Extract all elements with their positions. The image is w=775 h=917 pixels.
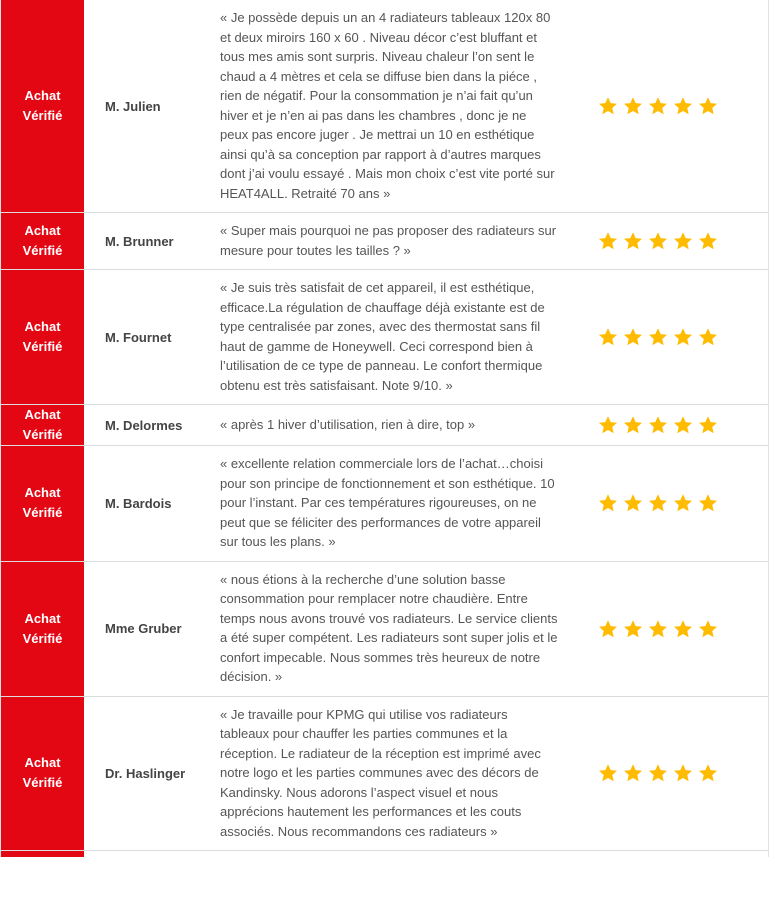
review-row <box>1 446 768 562</box>
verified-badge <box>1 405 84 445</box>
star-icon <box>698 493 718 513</box>
star-icon <box>648 763 668 783</box>
badge-line1: Achat <box>24 319 61 334</box>
review-row <box>1 270 768 405</box>
star-icon <box>698 231 718 251</box>
review-text: « Je travaille pour KPMG qui utilise vos radiateurs tableaux pour chauffer les parties communes et la réception. Le radiateur de la réception est imprimé avec notre logo et les parties communes avec des décors de Kandinsky. Nous adorons l’aspect visuel et nous apprécions hautement les performances et les couts associés. Nous recommandons ces radiateurs » <box>220 706 541 839</box>
star-icon <box>598 763 618 783</box>
star-icon <box>598 415 618 435</box>
star-icon <box>648 493 668 513</box>
star-rating <box>558 619 768 639</box>
review-text: « après 1 hiver d’utilisation, rien à dire, top » <box>220 416 476 432</box>
star-icon <box>698 415 718 435</box>
star-icon <box>698 327 718 347</box>
badge-line2: Vérifié <box>22 427 63 442</box>
badge-line1: Achat <box>24 755 61 771</box>
star-icon <box>598 231 618 251</box>
verified-badge <box>1 270 84 404</box>
star-icon <box>648 619 668 639</box>
badge-line2: Vérifié <box>22 108 63 123</box>
review-text: « excellente relation commerciale lors de l’achat…choisi pour son principe de fonctionnement et son esthétique. 10 pour l’instant. Par ces températures rigoureuses, on ne peut que se féliciter des performances de votre appareil sur tous les plans. » <box>220 456 555 549</box>
badge-line2: Vérifié <box>22 243 63 258</box>
star-icon <box>673 763 693 783</box>
star-icon <box>623 96 643 116</box>
reviewer-name: M. Julien <box>105 98 161 114</box>
star-icon <box>623 763 643 783</box>
star-icon <box>598 619 618 639</box>
star-icon <box>698 763 718 783</box>
badge-line2: Vérifié <box>22 630 63 646</box>
star-icon <box>623 619 643 639</box>
badge-line1: Achat <box>24 407 61 422</box>
verified-badge <box>1 213 84 269</box>
reviewer-name: Mme Gruber <box>105 621 182 636</box>
review-row <box>1 0 768 213</box>
star-icon <box>673 231 693 251</box>
star-icon <box>623 493 643 513</box>
star-icon <box>673 96 693 116</box>
review-row <box>1 405 768 446</box>
star-icon <box>598 327 618 347</box>
star-rating <box>558 231 768 251</box>
verified-badge <box>1 851 84 857</box>
review-text: « Je suis très satisfait de cet appareil, il est esthétique, efficace.La régulation de chauffage déjà existante est de type centralisée par zones, avec des thermostat sans fil haut de gamme de Honeywell. Ceci correspond bien à l’utilisation de ce type de panneau. Le confort thermique obtenu est très satisfaisant. Note 9/10. » <box>220 280 545 393</box>
reviewer-name: M. Bardois <box>105 495 172 511</box>
review-row-partial <box>1 851 768 857</box>
reviewer-name: M. Brunner <box>105 233 174 249</box>
star-icon <box>623 231 643 251</box>
reviewer-name: M. Delormes <box>105 417 183 433</box>
star-icon <box>698 619 718 639</box>
verified-badge <box>1 562 84 696</box>
star-icon <box>648 231 668 251</box>
star-icon <box>598 96 618 116</box>
star-icon <box>673 493 693 513</box>
star-rating <box>558 763 768 783</box>
badge-line1: Achat <box>24 610 61 626</box>
star-icon <box>648 415 668 435</box>
review-text: « Je possède depuis un an 4 radiateurs tableaux 120x 80 et deux miroirs 160 x 60 . Niveau décor c’est bluffant et tous mes amis sont surpris. Niveau chaleur l’on sent le chaud a 4 mètres et cela se diffuse bien dans la piéce , rien de négatif. Pour la consommation je n’ai fait qu’un hiver et je n’en ai pas dans les chambres , donc je ne peux pas encore juger . Je mettrai un 10 en esthétique ainsi qu’à sa conception par rapport à d’autres marques dont j’ai voulu essayé . Mais mon choix c’est vite porté sur HEAT4ALL. Retraité 70 ans » <box>220 10 555 201</box>
verified-badge <box>1 446 84 561</box>
verified-badge <box>1 0 84 212</box>
star-rating <box>558 493 768 513</box>
review-row <box>1 697 768 852</box>
verified-badge <box>1 697 84 851</box>
star-icon <box>623 327 643 347</box>
star-icon <box>673 327 693 347</box>
star-icon <box>698 96 718 116</box>
review-text: « Super mais pourquoi ne pas proposer des radiateurs sur mesure pour toutes les tailles ? » <box>220 223 557 258</box>
star-rating <box>558 96 768 116</box>
badge-line1: Achat <box>24 223 61 238</box>
star-rating <box>558 415 768 435</box>
star-icon <box>598 493 618 513</box>
badge-line2: Vérifié <box>22 505 63 521</box>
star-icon <box>648 96 668 116</box>
badge-line2: Vérifié <box>22 339 63 354</box>
star-icon <box>673 415 693 435</box>
star-icon <box>623 415 643 435</box>
star-icon <box>673 619 693 639</box>
star-icon <box>648 327 668 347</box>
badge-line1: Achat <box>24 485 61 501</box>
badge-line2: Vérifié <box>22 775 63 791</box>
review-row <box>1 562 768 697</box>
review-text: « nous étions à la recherche d’une solution basse consommation pour remplacer notre chaudière. Entre temps nous avons trouvé vos radiateurs. Le service clients a été super compétent. Les radiateurs sont super jolis et le confort impecable. Nous sommes très heureux de notre décision. » <box>220 571 558 684</box>
star-rating <box>558 327 768 347</box>
badge-line1: Achat <box>24 88 61 103</box>
review-row <box>1 213 768 270</box>
reviewer-name: M. Fournet <box>105 329 172 345</box>
reviewer-name: Dr. Haslinger <box>105 765 186 781</box>
